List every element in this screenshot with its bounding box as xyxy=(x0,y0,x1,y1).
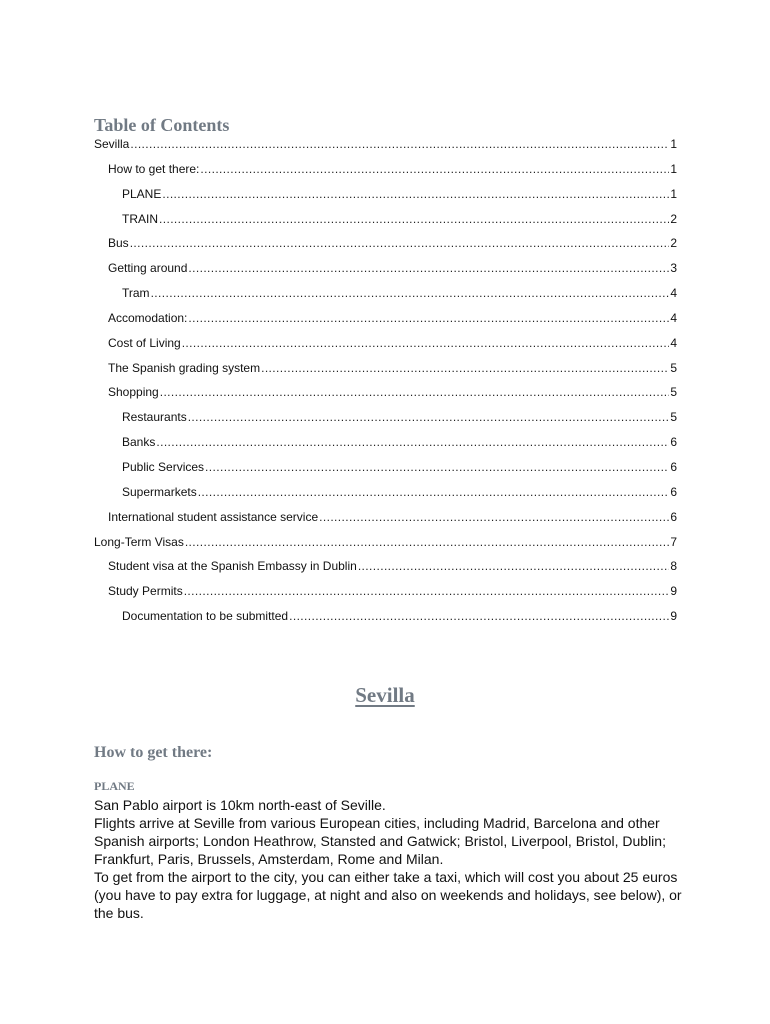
toc-dot-leader xyxy=(182,336,670,350)
toc-entry-title: International student assistance service xyxy=(108,509,319,524)
toc-page-number: 1 xyxy=(670,161,677,176)
toc-page-number: 9 xyxy=(670,609,677,624)
toc-page-number: 3 xyxy=(670,261,677,276)
paragraph: Flights arrive at Seville from various European cities, including Madrid, Barcelona and other Spanish airports; London Heathrow, Stansted and Gatwick; Bristol, Liverpool, Bristol, Dublin; Frankfurt, Paris, Brussels, Amsterdam, Rome and Milan. xyxy=(94,815,666,867)
toc-entry[interactable] xyxy=(94,162,677,187)
toc-page-number: 2 xyxy=(670,236,677,251)
toc-page-number: 9 xyxy=(670,584,677,599)
toc-entry[interactable] xyxy=(94,361,677,386)
toc-entry[interactable] xyxy=(94,510,677,535)
toc-dot-leader xyxy=(358,559,670,573)
toc-entry-title: How to get there: xyxy=(108,161,200,176)
toc-entry[interactable] xyxy=(94,410,677,435)
toc-entry-title: Public Services xyxy=(122,459,205,474)
section-heading: How to get there: xyxy=(94,744,213,761)
toc-heading: Table of Contents xyxy=(94,115,230,135)
document-title: Sevilla xyxy=(355,683,415,707)
toc-entry[interactable] xyxy=(94,385,677,410)
toc-entry[interactable] xyxy=(94,212,677,237)
toc-page-number: 6 xyxy=(670,509,677,524)
toc-page-number: 4 xyxy=(670,335,677,350)
toc-dot-leader xyxy=(188,410,670,424)
toc-page-number: 4 xyxy=(670,286,677,301)
toc-dot-leader xyxy=(198,485,670,499)
toc-dot-leader xyxy=(319,510,669,524)
toc-entry[interactable] xyxy=(94,460,677,485)
toc-entry[interactable] xyxy=(94,559,677,584)
toc-entry[interactable] xyxy=(94,311,677,336)
toc-dot-leader xyxy=(130,236,670,250)
toc-dot-leader xyxy=(188,261,669,275)
toc-page-number: 6 xyxy=(670,484,677,499)
toc-dot-leader xyxy=(159,212,669,226)
toc-page-number: 5 xyxy=(670,360,677,375)
toc-entry-title: Sevilla xyxy=(94,137,130,151)
toc-entry[interactable] xyxy=(94,584,677,609)
toc-page-number: 6 xyxy=(670,435,677,450)
toc-dot-leader xyxy=(184,584,670,598)
toc-entry-title: Banks xyxy=(122,435,156,450)
toc-page-number: 4 xyxy=(670,310,677,325)
toc-dot-leader xyxy=(289,609,669,623)
toc-page-number: 2 xyxy=(670,211,677,226)
toc-dot-leader xyxy=(156,435,669,449)
toc-page-number: 5 xyxy=(670,385,677,400)
toc-page-number: 6 xyxy=(670,459,677,474)
toc-entry-title: TRAIN xyxy=(122,211,158,226)
toc-entry-title: Restaurants xyxy=(122,410,187,425)
toc-entry-title: Cost of Living xyxy=(108,335,181,350)
toc-dot-leader xyxy=(200,162,669,176)
body-text xyxy=(94,796,684,922)
toc-entry-title: Supermarkets xyxy=(122,484,197,499)
toc-entry[interactable] xyxy=(94,435,677,460)
toc-page-number: 1 xyxy=(670,137,677,151)
toc-page-number: 5 xyxy=(670,410,677,425)
toc-dot-leader xyxy=(162,187,669,201)
toc-entry-title: Shopping xyxy=(108,385,159,400)
toc-dot-leader xyxy=(261,361,669,375)
toc-dot-leader xyxy=(185,535,669,549)
toc-entry[interactable] xyxy=(94,609,677,634)
toc-entry[interactable] xyxy=(94,535,677,560)
toc-dot-leader xyxy=(188,311,669,325)
toc-entry-title: Bus xyxy=(108,236,129,251)
toc-entry[interactable] xyxy=(94,336,677,361)
toc-entry-title: Study Permits xyxy=(108,584,183,599)
table-of-contents xyxy=(94,137,677,634)
toc-dot-leader xyxy=(205,460,669,474)
toc-entry-title: Tram xyxy=(122,286,150,301)
paragraph: To get from the airport to the city, you can either take a taxi, which will cost you about 25 euros (you have to pay extra for luggage, at night and also on weekends and holidays, see below), or the bus. xyxy=(94,869,682,921)
toc-entry-title: Getting around xyxy=(108,261,188,276)
toc-entry-title: Documentation to be submitted xyxy=(122,609,289,624)
toc-entry-title: Long-Term Visas xyxy=(94,534,184,549)
toc-dot-leader xyxy=(151,286,670,300)
sub-heading: PLANE xyxy=(94,779,135,793)
toc-entry[interactable] xyxy=(94,286,677,311)
toc-dot-leader xyxy=(160,385,670,399)
toc-page-number: 7 xyxy=(670,534,677,549)
toc-entry[interactable] xyxy=(94,187,677,212)
paragraph: San Pablo airport is 10km north-east of Seville. xyxy=(94,797,386,813)
toc-entry[interactable] xyxy=(94,261,677,286)
toc-entry-title: PLANE xyxy=(122,186,162,201)
toc-entry[interactable] xyxy=(94,236,677,261)
toc-entry[interactable] xyxy=(94,485,677,510)
toc-page-number: 1 xyxy=(670,186,677,201)
toc-entry-title: Accomodation: xyxy=(108,310,188,325)
toc-entry[interactable] xyxy=(94,137,677,162)
toc-entry-title: The Spanish grading system xyxy=(108,360,261,375)
toc-entry-title: Student visa at the Spanish Embassy in Dublin xyxy=(108,559,357,574)
toc-dot-leader xyxy=(130,137,669,151)
toc-page-number: 8 xyxy=(670,559,677,574)
